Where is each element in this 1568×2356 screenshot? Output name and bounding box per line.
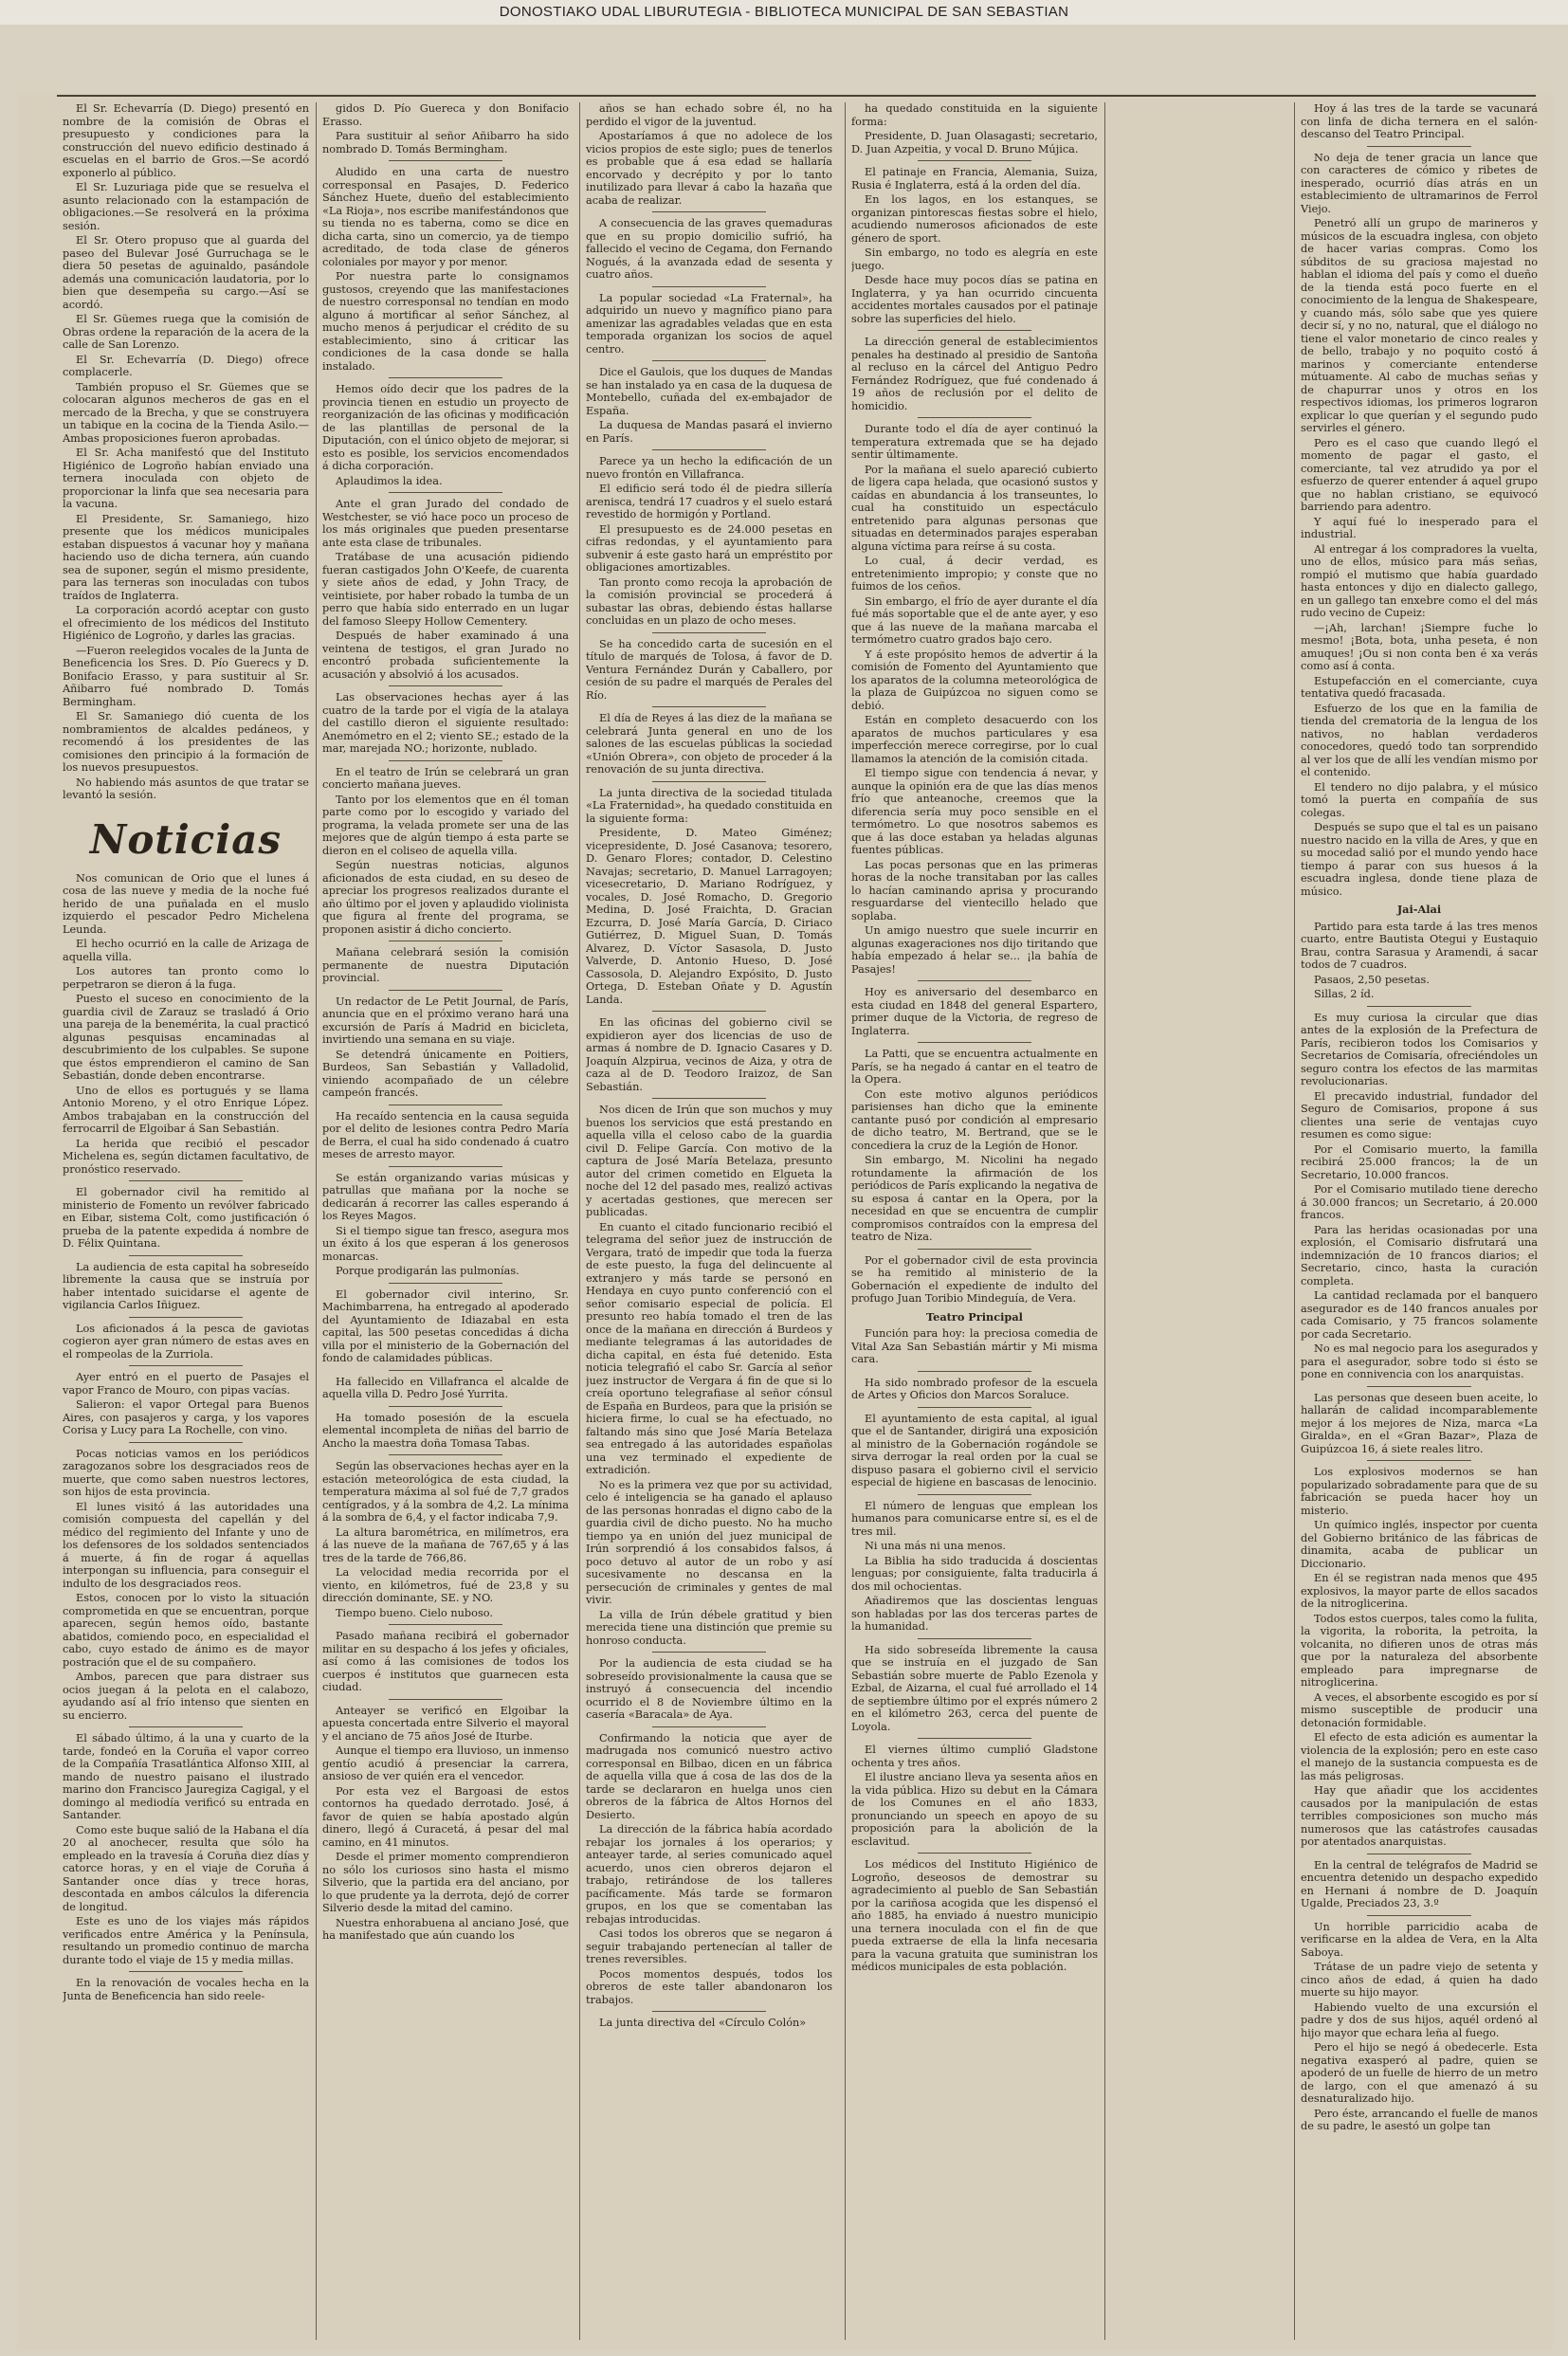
paragraph: Un amigo nuestro que suele incurrir en algunas exageraciones nos dijo tiritando que había empezado á helar se... ¡la bahía de Pasajes!: [851, 924, 1098, 976]
paragraph: Pocos momentos después, todos los obreros de este taller abandonaron los trabajos.: [586, 1967, 832, 2006]
column-2: [322, 102, 569, 2340]
paragraph: Durante todo el día de ayer continuó la temperatura extremada que se ha dejado sentir últimamente.: [851, 423, 1098, 461]
column-divider: [845, 102, 846, 2340]
paragraph: El patinaje en Francia, Alemania, Suiza, Rusia é Inglaterra, está á la orden del día.: [851, 166, 1098, 192]
paragraph: El viernes último cumplió Gladstone ochenta y tres años.: [851, 1744, 1098, 1769]
separator: [652, 1098, 766, 1099]
separator: [129, 1255, 243, 1256]
paragraph: El gobernador civil interino, Sr. Machimbarrena, ha entregado al apoderado del Ayuntamiento de Idiazabal en esta capital, las 500 pesetas concedidas á dicha villa por el ministerio de la Gobernación del fondo de calamidades públicas.: [322, 1288, 569, 1364]
paragraph: Por el gobernador civil de esta provincia se ha remitido al ministerio de la Gobernación el expediente de indulto del profugo Juan Toribio Mindeguía, de Vera.: [851, 1253, 1098, 1305]
paragraph: El tiempo sigue con tendencia á nevar, y aunque la opinión era de que las días menos frío que anteanoche, creemos que la diferencia sería muy poco sensible en el termómetro. Lo que nosotros sabemos es que á las doce estaban ya heladas algunas fuentes públicas.: [851, 767, 1098, 856]
separator: [1367, 1460, 1471, 1461]
paragraph: Se ha concedido carta de sucesión en el título de marqués de Tolosa, á favor de D. Ventura Fernández Durán y Caballero, por cesión de su padre el marqués de Perales del Río.: [586, 637, 832, 702]
paragraph: El Presidente, Sr. Samaniego, hizo presente que los médicos municipales estaban dispuestos á vacunar hoy y mañana haciendo uso de dicha ternera, aún cuando sea de suponer, según el mismo presidente, para las terneras son inoculadas con tubos traídos de Inglaterra.: [63, 512, 309, 602]
paragraph: No deja de tener gracia un lance que con caracteres de cómico y ribetes de inesperado, ocurrió días atrás en un establecimiento de ultramarinos de Ferrol Viejo.: [1301, 151, 1538, 215]
separator: [129, 1442, 243, 1443]
column-divider: [1294, 102, 1295, 2340]
paragraph: Estos, conocen por lo visto la situación comprometida en que se encuentran, porque aparecen, según hemos oído, bastante abatidos, comiendo poco, en especialidad el cabo, cuyo estado de ánimo es de mayor postración que el de su compañero.: [63, 1592, 309, 1669]
paragraph: Desde el primer momento comprendieron no sólo los curiosos sino hasta el mismo Silverio, que la partida era del anciano, por lo que prudente ya la derrota, dejó de correr Silverio desde la mitad del camino.: [322, 1851, 569, 1914]
paragraph: Y aquí fué lo inesperado para el industrial.: [1301, 515, 1538, 540]
paragraph: —Fueron reelegidos vocales de la Junta de Beneficencia los Sres. D. Pío Guerecs y D. Bonifacio Erasso, y para sustituir al Sr. Añibarro fué nombrado D. Tomás Bermingham.: [63, 644, 309, 708]
separator: [1367, 1386, 1471, 1387]
paragraph: También propuso el Sr. Güemes que se colocaran algunos mecheros de gas en el mercado de la Brecha, y que se construyera un tabique en la cocina de la Tienda Asilo.—Ambas proposiciones fueron aprobadas.: [63, 380, 309, 445]
paragraph: Salieron: el vapor Ortegal para Buenos Aires, con pasajeros y carga, y los vapores Corisa y Lucy para La Rochelle, con vino.: [63, 1398, 309, 1436]
paragraph: El Sr. Acha manifestó que del Instituto Higiénico de Logroño habían enviado una ternera inoculada con objeto de proporcionar la linfa que sea necesaria para la vacuna.: [63, 447, 309, 510]
paragraph: Las pocas personas que en las primeras horas de la noche transitaban por las calles lo hacían caminando aprisa y procurando resguardarse del vientecillo helado que soplaba.: [851, 858, 1098, 922]
paragraph: El tendero no dijo palabra, y el músico tomó la puerta en compañía de sus colegas.: [1301, 780, 1538, 819]
separator: [918, 1249, 1031, 1250]
paragraph: Aludido en una carta de nuestro corresponsal en Pasajes, D. Federico Sánchez Huete, dueño del establecimiento «La Rioja», nos escribe manifestándonos que su tienda no es taberna, como se dice en dicha carta, sino un comercio, ya de tiempo acreditado, de toda clase de géneros coloniales por mayor y por menor.: [322, 166, 569, 268]
section-title-noticias: Noticias: [89, 815, 283, 863]
paragraph: El hecho ocurrió en la calle de Arizaga de aquella villa.: [63, 938, 309, 963]
paragraph: Y á este propósito hemos de advertir á la comisión de Fomento del Ayuntamiento que los aparatos de la columna meteorológica de la plaza de Guipúzcoa no siguen como se debió.: [851, 648, 1098, 712]
paragraph: A veces, el absorbente escogido es por sí mismo susceptible de producir una detonación formidable.: [1301, 1690, 1538, 1729]
paragraph: El lunes visitó á las autoridades una comisión compuesta del capellán y del médico del regimiento del Infante y uno de los defensores de los soldados sentenciados á muerte, á fin de rogar á aquellas interpongan su influencia, para conseguir el indulto de los desgraciados reos.: [63, 1500, 309, 1590]
separator: [652, 1726, 766, 1727]
paragraph: Los aficionados á la pesca de gaviotas cogieron ayer gran número de estas aves en el rompeolas de la Zurriola.: [63, 1322, 309, 1361]
separator: [389, 760, 502, 761]
separator: [918, 1638, 1031, 1639]
paragraph: No es mal negocio para los asegurados y para el asegurador, sobre todo si ésto se pone en connivencia con los anarquistas.: [1301, 1342, 1538, 1380]
paragraph: La villa de Irún débele gratitud y bien merecida tiene una distinción que premie su honroso conducta.: [586, 1608, 832, 1647]
paragraph: Añadiremos que las doscientas lenguas son habladas por las dos terceras partes de la humanidad.: [851, 1595, 1098, 1633]
separator: [652, 2011, 766, 2012]
paragraph: La popular sociedad «La Fraternal», ha adquirido un nuevo y magnífico piano para amenizar las agradables veladas que en esta temporada organizan los socios de aquel centro.: [586, 291, 832, 356]
paragraph: El gobernador civil ha remitido al ministerio de Fomento un revólver fabricado en Eibar, sistema Colt, como justificación ó prueba de la patente expedida á nombre de D. Félix Quintana.: [63, 1186, 309, 1250]
paragraph: Aunque el tiempo era lluvioso, un inmenso gentío acudió á presenciar la carrera, ansioso de ver quién era el vencedor.: [322, 1744, 569, 1782]
paragraph: Por el Comisario mutilado tiene derecho á 30.000 francos; un Secretario, á 20.000 francos.: [1301, 1183, 1538, 1221]
separator: [918, 160, 1031, 161]
separator: [652, 360, 766, 361]
paragraph: Tiempo bueno. Cielo nuboso.: [336, 1606, 493, 1619]
paragraph: Sin embargo, M. Nicolini ha negado rotundamente la afirmación de los periódicos de París explicando la negativa de su esposa á cantar en la Opera, por la necesidad en que se encuentra de cumplir compromisos contraídos con la empresa del teatro de Niza.: [851, 1154, 1098, 1243]
paragraph: El ayuntamiento de esta capital, al igual que el de Santander, dirigirá una exposición al ministro de la Gobernación rogándole se sirva derrogar la real orden por la cual se dispuso pasara el gobierno civil el servicio especial de higiene en bascasas de lenocinio.: [851, 1412, 1098, 1488]
paragraph: Se detendrá únicamente en Poitiers, Burdeos, San Sebastián y Valladolid, viniendo acompañado de un célebre campeón francés.: [322, 1048, 569, 1099]
top-rule: [57, 95, 1536, 97]
paragraph: Puesto el suceso en conocimiento de la guardia civil de Zarauz se trasladó á Orio una pareja de la benemérita, la cual practicó algunas pesquisas encaminadas al descubrimiento de los culpables. Se supone que éstos emprendieron el camino de San Sebastián, donde deben encontrarse.: [63, 993, 309, 1082]
column-divider: [316, 102, 317, 2340]
paragraph: Nos dicen de Irún que son muchos y muy buenos los servicios que está prestando en aquella villa el celoso cabo de la guardia civil D. Felipe García. Con motivo de la captura de José María Betelaza, presunto autor del crimen cometido en Elgueta la noche del 12 del pasado mes, realizó activas y acertadas gestiones, que merecen ser publicadas.: [586, 1104, 832, 1218]
column-divider: [1104, 102, 1105, 2340]
paragraph: Los explosivos modernos se han popularizado sobradamente para que de su fabricación se pueda hacer hoy un misterio.: [1301, 1466, 1538, 1517]
section-title-jai-alai: Jai-Alai: [1396, 903, 1442, 916]
paragraph: Tanto por los elementos que en él toman parte como por lo escogido y variado del programa, la velada promete ser una de las mejores que de algún tiempo á esta parte se dieron en el coliseo de aquella villa.: [322, 793, 569, 857]
paragraph: Sin embargo, el frío de ayer durante el día fué más soportable que el de ante ayer, y eso que á las nueve de la mañana marcaba el termómetro cuatro grados bajo cero.: [851, 594, 1098, 646]
paragraph: Trátase de un padre viejo de setenta y cinco años de edad, á quien ha dado muerte su hijo mayor.: [1301, 1961, 1538, 1999]
paragraph: El edificio será todo él de piedra sillería arenisca, tendrá 17 cuadros y el suelo estará revestido de hormigón y Portland.: [586, 483, 832, 521]
paragraph: En el teatro de Irún se celebrará un gran concierto mañana jueves.: [322, 765, 569, 791]
paragraph: No es la primera vez que por su actividad, celo é inteligencia se ha ganado el aplauso de las personas honradas el digno cabo de la guardia civil de dicho puesto. No ha mucho tiempo ya en unión del juez municipal de Irún sorprendió á los consabidos falsos, á poco detuvo al autor de un robo y así sucesivamente no descansa en la persecución de criminales y gentes de mal vivir.: [586, 1478, 832, 1606]
paragraph: Para sustituir al señor Añibarro ha sido nombrado D. Tomás Bermingham.: [322, 130, 569, 155]
paragraph: Para las heridas ocasionadas por una explosión, el Comisario disfrutará una indemnización de 10 francos diarios; el Secretario, cinco, hasta la curación completa.: [1301, 1223, 1538, 1288]
paragraph: Las personas que deseen buen aceite, lo hallarán de calidad incomparablemente mejor á los mejores de Niza, marca «La Giralda», en el «Gran Bazar», Plaza de Guipúzcoa 16, á siete reales litro.: [1301, 1391, 1538, 1455]
paragraph: Ambos, parecen que para distraer sus ocios juegan á la pelota en el calabozo, ayudando así al frío intenso que sienten en su encierro.: [63, 1671, 309, 1722]
column-divider: [579, 102, 580, 2340]
paragraph: Dice el Gaulois, que los duques de Mandas se han instalado ya en casa de la duquesa de Montebello, cuñada del ex-embajador de España.: [586, 366, 832, 417]
separator: [1367, 1915, 1471, 1916]
paragraph: Casi todos los obreros que se negaron á seguir trabajando pertenecían al taller de trenes reversibles.: [586, 1927, 832, 1965]
section-title-teatro: Teatro Principal: [926, 1309, 1023, 1324]
paragraph: Anteayer se verificó en Elgoibar la apuesta concertada entre Silverio el mayoral y el anciano de 75 años José de Iturbe.: [322, 1704, 569, 1743]
separator: [129, 1180, 243, 1181]
paragraph: gidos D. Pío Guereca y don Bonifacio Erasso.: [322, 102, 569, 128]
paragraph: Hay que añadir que los accidentes causados por la manipulación de estas terribles composiciones son mucho más numerosos que las catástrofes causadas por atentados anarquistas.: [1301, 1784, 1538, 1848]
separator: [389, 1166, 502, 1167]
separator: [652, 781, 766, 782]
separator: [652, 632, 766, 633]
paragraph: Los autores tan pronto como lo perpetraron se dieron á la fuga.: [63, 965, 309, 991]
paragraph: Ha recaído sentencia en la causa seguida por el delito de lesiones contra Pedro María de Berra, el cual ha sido condenado á cuatro meses de arresto mayor.: [322, 1109, 569, 1160]
separator: [389, 685, 502, 686]
paragraph: Tratábase de una acusación pidiendo fueran castigados John O'Keefe, de cuarenta y siete años de edad, y John Tracy, de veintisiete, por haber robado la tumba de un perro que había sido enterrado en un lugar del famoso Sleepy Hollow Cementery.: [322, 551, 569, 628]
paragraph: La cantidad reclamada por el banquero asegurador es de 140 francos anuales por cada Comisario, y 75 francos solamente por cada Secretario.: [1301, 1289, 1538, 1341]
paragraph: Ha sido sobreseída libremente la causa que se instruía en el juzgado de San Sebastián sobre muerte de Pablo Ezenola y Ezbal, de Aizarna, el cual fué arrollado el 14 de septiembre último por el exprés número 2 en el kilómetro 263, cerca del puente de Loyola.: [851, 1643, 1098, 1733]
paragraph: El efecto de esta adición es aumentar la violencia de la explosión; pero en este caso el manejo de la sustancia compuesta es de las más peligrosas.: [1301, 1731, 1538, 1782]
paragraph: Como este buque salió de la Habana el día 20 al anochecer, resulta que sólo ha empleado en la travesía á Coruña diez días y catorce horas, y en el viaje de Coruña á Santander once días y trece horas, descontada en ambos cálculos la diferencia de longitud.: [63, 1823, 309, 1913]
separator: [389, 160, 502, 161]
paragraph: La duquesa de Mandas pasará el invierno en París.: [586, 419, 832, 445]
paragraph: Presidente, D. Juan Olasagasti; secretario, D. Juan Azpeitia, y vocal D. Bruno Mújica.: [851, 130, 1098, 155]
paragraph: En la renovación de vocales hecha en la Junta de Beneficencia han sido reele-: [63, 1977, 309, 2002]
separator: [389, 1370, 502, 1371]
column-6: [1301, 102, 1538, 2340]
paragraph: La altura barométrica, en milímetros, era á las nueve de la mañana de 767,65 y á las tres de la tarde de 766,86.: [322, 1525, 569, 1564]
paragraph: Por esta vez el Bargoasi de estos contornos ha quedado derrotado. José, á favor de quien se había apostado algún dinero, llegó á Curacetá, á pesar del mal camino, en 41 minutos.: [322, 1784, 569, 1849]
paragraph: Pero el hijo se negó á obedecerle. Esta negativa exasperó al padre, quien se apoderó de un fuelle de hierro de un metro de largo, con el que amenazó á su desnaturalizado hijo.: [1301, 2041, 1538, 2105]
paragraph: La dirección general de establecimientos penales ha destinado al presidio de Santoña al recluso en la cárcel del Antiguo Pedro Fernández Rodríguez, que fué condenado á 19 años de reclusión por el delito de homicidio.: [851, 336, 1098, 412]
paragraph: En él se registran nada menos que 495 explosivos, la mayor parte de ellos sacados de la nitroglicerina.: [1301, 1572, 1538, 1610]
paragraph: Un horrible parricidio acaba de verificarse en la aldea de Vera, en la Alta Saboya.: [1301, 1920, 1538, 1959]
paragraph: Ayer entró en el puerto de Pasajes el vapor Franco de Mouro, con pipas vacías.: [63, 1371, 309, 1397]
paragraph: El Sr. Echevarría (D. Diego) ofrece complacerle.: [63, 353, 309, 378]
paragraph: El Sr. Luzuriaga pide que se resuelva el asunto relacionado con la estampación de obligaciones.—Se resolverá en la próxima sesión.: [63, 181, 309, 232]
paragraph: Según las observaciones hechas ayer en la estación meteorológica de esta ciudad, la temperatura máxima al sol fué de 7,7 grados centígrados, y á la sombra de 4,2. La mínima á la sombra de 6,4, y el factor indicaba 7,9.: [322, 1460, 569, 1524]
paragraph: Pero es el caso que cuando llegó el momento de pagar el gasto, el comerciante, tal vez atrudido ya por el esfuerzo de querer entender á aquel grupo que no hablan cristiano, se equivocó barriendo para adentro.: [1301, 436, 1538, 513]
paragraph: Pero éste, arrancando el fuelle de manos de su padre, le asestó un golpe tan: [1301, 2107, 1538, 2132]
paragraph: Todos estos cuerpos, tales como la fulita, la vigorita, la roborita, la petroita, la volcanita, no difieren unos de otras más que por la naturaleza del absorbente empleado para impregnarse de nitroglicerina.: [1301, 1612, 1538, 1689]
column-3: [586, 102, 832, 2340]
paragraph: Nuestra enhorabuena al anciano José, que ha manifestado que aún cuando los: [322, 1916, 569, 1942]
separator: [918, 1494, 1031, 1495]
paragraph: Desde hace muy pocos días se patina en Inglaterra, y ya han ocurrido cincuenta accidentes mortales causados por el patinaje sobre las superficies del hielo.: [851, 274, 1098, 325]
paragraph: Un químico inglés, inspector por cuenta del Gobierno británico de las fábricas de dinamita, acaba de publicar un Diccionario.: [1301, 1519, 1538, 1570]
separator: [652, 286, 766, 287]
paragraph: Hoy á las tres de la tarde se vacunará con linfa de dicha ternera en el salón-descanso del Teatro Principal.: [1301, 102, 1538, 140]
paragraph: Estupefacción en el comerciante, cuya tentativa quedó fracasada.: [1301, 674, 1538, 700]
paragraph: Sin embargo, no todo es alegría en este juego.: [851, 247, 1098, 272]
paragraph: Porque prodigarán las pulmonías.: [336, 1265, 520, 1277]
archive-header: DONOSTIAKO UDAL LIBURUTEGIA - BIBLIOTECA MUNICIPAL DE SAN SEBASTIAN: [0, 0, 1568, 25]
paragraph: La corporación acordó aceptar con gusto el ofrecimiento de los médicos del Instituto Higiénico de Logroño, y darles las gracias.: [63, 604, 309, 642]
separator: [652, 211, 766, 212]
separator: [389, 1406, 502, 1407]
paragraph: Si el tiempo sigue tan fresco, asegura mos un éxito á los que esperan á los generosos monarcas.: [322, 1224, 569, 1263]
paragraph: Pasado mañana recibirá el gobernador militar en su despacho á los jefes y oficiales, así como á las comisiones de todos los cuerpos é institutos que guarnecen esta ciudad.: [322, 1630, 569, 1693]
paragraph: La Biblia ha sido traducida á doscientas lenguas; por consiguiente, falta traducirla á dos mil ochocientas.: [851, 1554, 1098, 1593]
separator: [918, 1738, 1031, 1739]
column-4: [851, 102, 1098, 2340]
paragraph: El Sr. Echevarría (D. Diego) presentó en nombre de la comisión de Obras el presupuesto y condiciones para la construcción del nuevo edificio destinado á escuelas en el barrio de Gros.—Se acordó exponerlo al público.: [63, 102, 309, 179]
paragraph: Apostaríamos á que no adolece de los vicios propios de este siglo; pues de tenerlos es probable que á esa edad se hallaría encorvado y decrépito y por lo tanto inutilizado para llevar á cabo la hazaña que acaba de realizar.: [586, 130, 832, 207]
paragraph: Según nuestras noticias, algunos aficionados de esta ciudad, en su deseo de apreciar los progresos realizados durante el año último por el joven y aplaudido violinista que figura al frente del programa, se proponen asistir á dicho concierto.: [322, 859, 569, 936]
paragraph: Tan pronto como recoja la aprobación de la comisión provincial se procederá á subastar las obras, debiendo éstas hallarse concluidas en un plazo de ocho meses.: [586, 575, 832, 627]
paragraph: Ha sido nombrado profesor de la escuela de Artes y Oficios don Marcos Soraluce.: [851, 1376, 1098, 1401]
paragraph: El Sr. Güemes ruega que la comisión de Obras ordene la reparación de la acera de la calle de San Lorenzo.: [63, 313, 309, 351]
paragraph: La junta directiva de la sociedad titulada «La Fraternidad», ha quedado constituida en la siguiente forma:: [586, 786, 832, 825]
paragraph: Con este motivo algunos periódicos parisienses han dicho que la eminente cantante pusó por condición al empresario de dicho teatro, M. Bertrand, que se le concediera la cruz de la Legión de Honor.: [851, 1087, 1098, 1152]
paragraph: Habiendo vuelto de una excursión el padre y dos de sus hijos, aquél ordenó al hijo mayor que echara leña al fuego.: [1301, 2000, 1538, 2039]
paragraph: años se han echado sobre él, no ha perdido el vigor de la juventud.: [586, 102, 832, 128]
paragraph: Las observaciones hechas ayer á las cuatro de la tarde por el vigía de la atalaya del castillo dieron el siguiente resultado: Anemómetro en el 2; viento SE.; estado de la mar, marejada NO.; horizonte, nublado.: [322, 691, 569, 755]
paragraph: Ha tomado posesión de la escuela elemental incompleta de niñas del barrio de Ancho la maestra doña Tomasa Tabas.: [322, 1411, 569, 1450]
separator: [389, 1699, 502, 1700]
separator: [129, 1726, 243, 1727]
paragraph: El sábado último, á la una y cuarto de la tarde, fondeó en la Coruña el vapor correo de la Compañía Trasatlántica Alfonso XIII, al mando de nuestro paisano el ilustrado marino don Francisco Jauregiza Cagigal, y el domingo al mediodía verificó su entrada en Santander.: [63, 1732, 309, 1821]
paragraph: Este es uno de los viajes más rápidos verificados entre América y la Península, resultando un promedio continuo de marcha durante todo el viaje de 15 y media millas.: [63, 1915, 309, 1966]
paragraph: Parece ya un hecho la edificación de un nuevo frontón en Villafranca.: [586, 455, 832, 481]
paragraph: Pasaos, 2,50 pesetas.: [1314, 973, 1430, 986]
paragraph: Después se supo que el tal es un paisano nuestro nacido en la villa de Ares, y que en su mocedad salió por el mundo yendo hace tiempo á parar con sus huesos á la escuadra inglesa, donde tiene plaza de músico.: [1301, 821, 1538, 898]
paragraph: No habiendo más asuntos de que tratar se levantó la sesión.: [63, 776, 309, 801]
separator: [652, 1011, 766, 1012]
paragraph: Confirmando la noticia que ayer de madrugada nos comunicó nuestro activo corresponsal en Bilbao, dicen en un fábrica de aquella villa que á cosa de las dos de la tarde se declararon en huelga unos cien obreros de la fábrica de Altos Hornos del Desierto.: [586, 1731, 832, 1821]
paragraph: Ha fallecido en Villafranca el alcalde de aquella villa D. Pedro José Yurrita.: [322, 1375, 569, 1400]
paragraph: Esfuerzo de los que en la familia de tienda del crematoria de la lengua de los nativos, no hablan verdaderos conocedores, quedó todo tan sorprendido al ver los que de allí les vendían mismo por el contenido.: [1301, 702, 1538, 778]
separator: [918, 1853, 1031, 1854]
paragraph: Un redactor de Le Petit Journal, de París, anuncia que en el próximo verano hará una excursión de París á Madrid en bicicleta, invirtiendo una semana en su viaje.: [322, 995, 569, 1046]
paragraph: —¡Ah, larchan! ¡Siempre fuche lo mesmo! ¡Bota, bota, unha peseta, é non amuques! ¡Ou si non conta ben é xa verás como así á conta.: [1301, 621, 1538, 672]
paragraph: Aplaudimos la idea.: [336, 474, 443, 487]
paragraph: Uno de ellos es portugués y se llama Antonio Moreno, y el otro Enrique López. Ambos trabajaban en la construcción del ferrocarril de Elgoibar á San Sebastián.: [63, 1084, 309, 1135]
paragraph: El presupuesto es de 24.000 pesetas en cifras redondas, y el ayuntamiento para subvenir á este gasto hará un empréstito por obligaciones amortizables.: [586, 522, 832, 574]
separator: [389, 990, 502, 991]
paragraph: Por nuestra parte lo consignamos gustosos, creyendo que las manifestaciones de nuestro corresponsal no tendían en modo alguno á mortificar al señor Sánchez, al mucho menos á perjudicar el crédito de su establecimiento, sino á criticar las condiciones de la casa donde se halla instalado.: [322, 270, 569, 373]
separator: [652, 706, 766, 707]
paragraph: La audiencia de esta capital ha sobreseído libremente la causa que se instruía por haber intentado suicidarse el agente de vigilancia Carlos Iñiguez.: [63, 1260, 309, 1311]
paragraph: Ni una más ni una menos.: [865, 1540, 1007, 1552]
separator: [129, 1365, 243, 1366]
separator: [918, 1042, 1031, 1043]
separator: [389, 1454, 502, 1455]
paragraph: La dirección de la fábrica había acordado rebajar los jornales á los operarios; y anteayer tarde, al series comunicado aquel acuerdo, unos cien obreros dejaron el trabajo, retirándose de los talleres pacíficamente. Más tarde se formaron grupos, en los que se comentaban las rebajas introducidas.: [586, 1823, 832, 1926]
separator: [918, 980, 1031, 981]
separator: [389, 1624, 502, 1625]
separator: [389, 492, 502, 493]
paragraph: El Sr. Otero propuso que al guarda del paseo del Bulevar José Gurruchaga se le diera 50 pesetas de aguinaldo, pasándole además una comunicación laudatoria, por lo bien que desempeña su cargo.—Así se acordó.: [63, 234, 309, 311]
separator: [918, 330, 1031, 331]
paragraph: El número de lenguas que emplean los humanos para comunicarse entre sí, es el de tres mil.: [851, 1499, 1098, 1538]
separator: [652, 449, 766, 450]
paragraph: Nos comunican de Orio que el lunes á cosa de las nueve y media de la noche fué herido de una puñalada en el muslo izquierdo el pescador Pedro Michelena Leunda.: [63, 871, 309, 936]
paragraph: Penetró allí un grupo de marineros y músicos de la escuadra inglesa, con objeto de hacer varias compras. Como los súbditos de su graciosa majestad no hablan el idioma del país y como el dueño de la tienda está poco fuerte en el conocimiento de la lengua de Shakespeare, y cuando más, sólo sabe que yes quiere decir sí, y no no, natural, que el diálogo no tiene el valor monetario de cinco reales y de bello, trabajo y no poquito costó á marinos y comerciante entenderse mútuamente. Al cabo de muchas señas y de chapurrar unos y otros en los respectivos idiomas, los primeros lograron explicar lo que querían y el segundo pudo servirles el género.: [1301, 217, 1538, 434]
separator: [389, 1283, 502, 1284]
separator: [1367, 1006, 1471, 1007]
paragraph: En cuanto el citado funcionario recibió el telegrama del señor juez de instrucción de Vergara, trató de impedir que toda la fuerza de este puesto, la fuga del delincuente al extranjero y más tarde se personó en Hendaya en cuyo punto conferenció con el señor comisario especial de policía. El presunto reo había tomado el tren de las once de la mañana en dirección á Burdeos y mediante telegramas á las autoridades de dicha capital, en ésta fué detenido. Esta noticia telegrafió el cabo Sr. García al señor juez instructor de Vergara á fin de que si lo creía oportuno telegrafiase al señor cónsul de España en Burdeos, para que la prisión se hiciera firme, lo cual se ha efectuado, no faltando más sino que José María Betelaza sea entregado á las autoridades españolas una vez terminado el expediente de extradición.: [586, 1220, 832, 1476]
column-5: [1111, 102, 1291, 2340]
paragraph: ha quedado constituida en la siguiente forma:: [851, 102, 1098, 128]
paragraph: Después de haber examinado á una veintena de testigos, el gran Jurado no encontró probada suficientemente la acusación y absolvió á los acusados.: [322, 630, 569, 681]
paragraph: Sillas, 2 íd.: [1314, 988, 1375, 1000]
paragraph: Pocas noticias vamos en los periódicos zaragozanos sobre los desgraciados reos de muerte, que como saben nuestros lectores, son hijos de esta provincia.: [63, 1447, 309, 1498]
paragraph: Por el Comisario muerto, la familla recibirá 25.000 francos; la de un Secretario, 10.000 francos.: [1301, 1142, 1538, 1181]
paragraph: Mañana celebrará sesión la comisión permanente de nuestra Diputación provincial.: [322, 946, 569, 984]
paragraph: A consecuencia de las graves quemaduras que en su propio domicilio sufrió, ha fallecido el vecino de Cegama, don Fernando Nogués, á la avanzada edad de sesenta y cuatro años.: [586, 217, 832, 281]
separator: [652, 1652, 766, 1653]
paragraph: El Sr. Samaniego dió cuenta de los nombramientos de alcaldes pedáneos, y recomendó á los presidentes de las comisiones den principio á la formación de los nuevos presupuestos.: [63, 710, 309, 774]
paragraph: En los lagos, en los estanques, se organizan pintorescas fiestas sobre el hielo, acudiendo numerosos aficionados de este género de sport.: [851, 193, 1098, 245]
paragraph: Es muy curiosa la circular que dias antes de la explosión de la Prefectura de París, recibieron todos los Comisarios y Secretarios de Comisaría, ofreciéndoles un seguro contra los efectos de las marmitas revolucionarias.: [1301, 1011, 1538, 1087]
paragraph: Al entregar á los compradores la vuelta, uno de ellos, músico para más señas, rompió el mutismo que había guardado hasta entonces y dijo en dialecto gallego, en un gallego tan enxebre como el del más rudo vecino de Cupeiz:: [1301, 542, 1538, 619]
paragraph: Por la audiencia de esta ciudad se ha sobreseído provisionalmente la causa que se instruyó á consecuencia del incendio ocurrido el 8 de Noviembre último en la casería «Baracala» de Aya.: [586, 1657, 832, 1721]
separator: [389, 377, 502, 378]
separator: [129, 1317, 243, 1318]
paragraph: La herida que recibió el pescador Michelena es, según dictamen facultativo, de pronóstico reservado.: [63, 1137, 309, 1176]
paragraph: Presidente, D. Mateo Giménez; vicepresidente, D. José Casanova; tesorero, D. Genaro Flores; contador, D. Celestino Navajas; secretario, D. Manuel Larragoyen; vicesecretario, D. Mariano Rodríguez, y vocales, D. José Romacho, D. Gregorio Medina, D. José Fraichta, D. Gracian Ezcurra, D. José María García, D. Ciriaco Gutiérrez, D. Miguel Suan, D. Tomás Alvarez, D. Víctor Sasasola, D. Justo Valverde, D. Antonio Hueso, D. José Cassosola, D. Alejandro Expósito, D. Justo Ortega, D. Esteban Oñate y D. Agustín Landa.: [586, 827, 832, 1006]
paragraph: El precavido industrial, fundador del Seguro de Comisarios, propone á sus clientes una serie de ventajas cuyo resumen es como sigue:: [1301, 1089, 1538, 1141]
paragraph: En la central de telégrafos de Madrid se encuentra detenido un despacho expedido en Hernani á nombre de D. Joaquín Ugalde, Preciados 23, 3.º: [1301, 1858, 1538, 1909]
paragraph: La velocidad media recorrida por el viento, en kilómetros, fué de 23,8 y su dirección dominante, SE. y NO.: [322, 1566, 569, 1604]
paragraph: Los médicos del Instituto Higiénico de Logroño, deseosos de demostrar su agradecimiento al pueblo de San Sebastián por la cariñosa acogida que les dispensó el año 1885, ha enviado á nuestro municipio una ternera inoculada con el fin de que pueda extraerse de ella la linfa necesaria para la vacuna gratuita que suministran los médicos municipales de esta población.: [851, 1858, 1098, 1973]
separator: [918, 1371, 1031, 1372]
paragraph: Partido para esta tarde á las tres menos cuarto, entre Bautista Otegui y Eustaquio Brau, contra Sarasua y Aramendi, á sacar todos de 7 cuadros.: [1301, 920, 1538, 971]
paragraph: Lo cual, á decir verdad, es entretenimiento impropio; y conste que no fuimos de los ceños.: [851, 555, 1098, 593]
paragraph: Hemos oído decir que los padres de la provincia tienen en estudio un proyecto de reorganización de las oficinas y modificación de las plantillas de personal de la Diputación, con el único objeto de mejorar, si esto es posible, los servicios encomendados á dicha corporación.: [322, 383, 569, 472]
paragraph: En las oficinas del gobierno civil se expidieron ayer dos licencias de uso de armas á nombre de D. Ignacio Casares y D. Joaquín Alzpirua, vecinos de Aiza, y otra de caza al de D. Teodoro Iraizoz, de San Sebastián.: [586, 1016, 832, 1093]
paragraph: El día de Reyes á las diez de la mañana se celebrará Junta general en uno de los salones de las escuelas públicas la sociedad «Unión Obrera», con objeto de proceder á la renovación de su junta directiva.: [586, 712, 832, 776]
paragraph: El ilustre anciano lleva ya sesenta años en la vida pública. Hizo su debut en la Cámara de los Comunes en el año 1833, pronunciando un speech en apoyo de su proposición para la abolición de la esclavitud.: [851, 1771, 1098, 1848]
paragraph: Función para hoy: la preciosa comedia de Vital Aza San Sebastián mártir y Mi misma cara.: [851, 1327, 1098, 1365]
separator: [918, 1407, 1031, 1408]
column-1: [63, 102, 309, 2340]
paragraph: Ante el gran Jurado del condado de Westchester, se vió hace poco un proceso de los más originales que pueden presentarse ante esta clase de tribunales.: [322, 498, 569, 549]
paragraph: La junta directiva del «Círculo Colón»: [599, 2017, 807, 2029]
paragraph: Por la mañana el suelo apareció cubierto de ligera capa helada, que ocasionó sustos y caídas en abundancia á los transeuntes, lo cual ha constituido un espectáculo entretenido para algunas personas que situadas en determinados parajes esperaban alguna víctima para reírse á su costa.: [851, 463, 1098, 553]
paragraph: Están en completo desacuerdo con los aparatos de muchos particulares y esa imperfección merece corregirse, por lo cual llamamos la atención de la comisión citada.: [851, 714, 1098, 765]
paragraph: Se están organizando varias músicas y patrullas que mañana por la noche se dedicarán á recorrer las calles esperando á los Reyes Magos.: [322, 1171, 569, 1222]
separator: [129, 1971, 243, 1972]
paragraph: Hoy es aniversario del desembarco en esta ciudad en 1848 del general Espartero, primer duque de la Victoria, de regreso de Inglaterra.: [851, 986, 1098, 1037]
separator: [1367, 146, 1471, 147]
paragraph: La Patti, que se encuentra actualmente en París, se ha negado á cantar en el teatro de la Opera.: [851, 1048, 1098, 1086]
separator: [918, 417, 1031, 418]
